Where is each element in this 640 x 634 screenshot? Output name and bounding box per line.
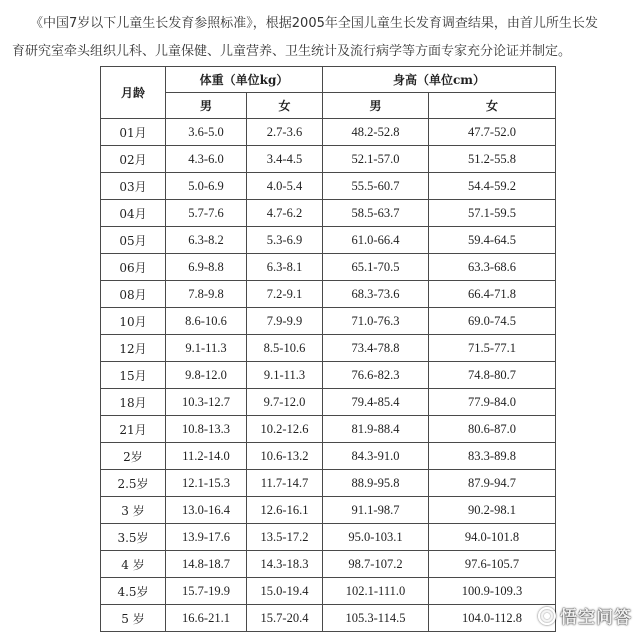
weight-male-header: 男 [166, 93, 247, 119]
table-row [101, 227, 556, 254]
weight-male-cell: 10.3-12.7 [166, 389, 247, 416]
height-male-cell: 65.1-70.5 [323, 254, 429, 281]
height-female-header: 女 [429, 93, 556, 119]
weight-female-cell: 10.2-12.6 [247, 416, 323, 443]
height-male-cell: 76.6-82.3 [323, 362, 429, 389]
weight-female-cell: 9.1-11.3 [247, 362, 323, 389]
wukong-logo-icon [538, 607, 556, 625]
age-cell: 3.5岁 [101, 524, 166, 551]
age-column-header: 月龄 [101, 67, 166, 119]
weight-male-cell: 9.8-12.0 [166, 362, 247, 389]
height-male-cell: 98.7-107.2 [323, 551, 429, 578]
table-row [101, 362, 556, 389]
height-female-cell: 63.3-68.6 [429, 254, 556, 281]
table-row [101, 497, 556, 524]
height-male-header: 男 [323, 93, 429, 119]
height-male-cell: 91.1-98.7 [323, 497, 429, 524]
weight-female-cell: 7.9-9.9 [247, 308, 323, 335]
weight-female-cell: 10.6-13.2 [247, 443, 323, 470]
weight-female-cell: 2.7-3.6 [247, 119, 323, 146]
height-male-cell: 68.3-73.6 [323, 281, 429, 308]
weight-male-cell: 13.9-17.6 [166, 524, 247, 551]
age-cell: 4.5岁 [101, 578, 166, 605]
weight-male-cell: 16.6-21.1 [166, 605, 247, 632]
age-cell: 21月 [101, 416, 166, 443]
height-female-cell: 66.4-71.8 [429, 281, 556, 308]
table-row [101, 173, 556, 200]
age-cell: 04月 [101, 200, 166, 227]
weight-male-cell: 15.7-19.9 [166, 578, 247, 605]
table-row [101, 416, 556, 443]
table-body [101, 119, 556, 632]
height-female-cell: 74.8-80.7 [429, 362, 556, 389]
height-male-cell: 71.0-76.3 [323, 308, 429, 335]
weight-male-cell: 10.8-13.3 [166, 416, 247, 443]
height-female-cell: 47.7-52.0 [429, 119, 556, 146]
age-cell: 10月 [101, 308, 166, 335]
weight-male-cell: 13.0-16.4 [166, 497, 247, 524]
age-cell: 03月 [101, 173, 166, 200]
table-row [101, 551, 556, 578]
age-cell: 3 岁 [101, 497, 166, 524]
height-female-cell: 87.9-94.7 [429, 470, 556, 497]
weight-female-cell: 8.5-10.6 [247, 335, 323, 362]
weight-female-cell: 11.7-14.7 [247, 470, 323, 497]
height-male-cell: 48.2-52.8 [323, 119, 429, 146]
weight-male-cell: 5.0-6.9 [166, 173, 247, 200]
weight-female-cell: 3.4-4.5 [247, 146, 323, 173]
height-female-cell: 104.0-112.8 [429, 605, 556, 632]
height-male-cell: 105.3-114.5 [323, 605, 429, 632]
table-row [101, 119, 556, 146]
weight-male-cell: 11.2-14.0 [166, 443, 247, 470]
height-male-cell: 88.9-95.8 [323, 470, 429, 497]
height-male-cell: 58.5-63.7 [323, 200, 429, 227]
height-male-cell: 73.4-78.8 [323, 335, 429, 362]
age-cell: 4 岁 [101, 551, 166, 578]
height-male-cell: 79.4-85.4 [323, 389, 429, 416]
weight-female-cell: 15.7-20.4 [247, 605, 323, 632]
height-male-cell: 52.1-57.0 [323, 146, 429, 173]
weight-male-cell: 9.1-11.3 [166, 335, 247, 362]
age-cell: 06月 [101, 254, 166, 281]
header-row-sex [101, 93, 556, 119]
weight-female-cell: 6.3-8.1 [247, 254, 323, 281]
table-row [101, 335, 556, 362]
weight-female-cell: 13.5-17.2 [247, 524, 323, 551]
table-header [101, 67, 556, 119]
weight-female-cell: 12.6-16.1 [247, 497, 323, 524]
weight-female-cell: 4.0-5.4 [247, 173, 323, 200]
height-male-cell: 61.0-66.4 [323, 227, 429, 254]
header-row-groups [101, 67, 556, 93]
weight-male-cell: 6.3-8.2 [166, 227, 247, 254]
age-cell: 01月 [101, 119, 166, 146]
height-female-cell: 90.2-98.1 [429, 497, 556, 524]
table-row [101, 524, 556, 551]
table-row [101, 146, 556, 173]
weight-female-cell: 4.7-6.2 [247, 200, 323, 227]
age-cell: 05月 [101, 227, 166, 254]
height-male-cell: 95.0-103.1 [323, 524, 429, 551]
weight-male-cell: 12.1-15.3 [166, 470, 247, 497]
age-cell: 18月 [101, 389, 166, 416]
weight-male-cell: 7.8-9.8 [166, 281, 247, 308]
height-column-header: 身高（单位cm） [323, 67, 556, 93]
weight-male-cell: 3.6-5.0 [166, 119, 247, 146]
intro-line-1: 《中国7岁以下儿童生长发育参照标准》，根据2005年全国儿童生长发育调查结果，由首儿所生长发 [30, 16, 598, 31]
height-female-cell: 100.9-109.3 [429, 578, 556, 605]
table-row [101, 389, 556, 416]
height-female-cell: 71.5-77.1 [429, 335, 556, 362]
watermark [538, 603, 632, 628]
height-female-cell: 69.0-74.5 [429, 308, 556, 335]
height-male-cell: 81.9-88.4 [323, 416, 429, 443]
table-row [101, 281, 556, 308]
weight-male-cell: 8.6-10.6 [166, 308, 247, 335]
height-female-cell: 59.4-64.5 [429, 227, 556, 254]
weight-female-cell: 9.7-12.0 [247, 389, 323, 416]
weight-female-cell: 15.0-19.4 [247, 578, 323, 605]
age-cell: 15月 [101, 362, 166, 389]
table-row [101, 200, 556, 227]
weight-male-cell: 6.9-8.8 [166, 254, 247, 281]
weight-female-cell: 14.3-18.3 [247, 551, 323, 578]
age-cell: 2.5岁 [101, 470, 166, 497]
weight-female-cell: 5.3-6.9 [247, 227, 323, 254]
growth-standard-table [100, 66, 556, 632]
intro-paragraph [0, 10, 640, 66]
height-female-cell: 51.2-55.8 [429, 146, 556, 173]
age-cell: 02月 [101, 146, 166, 173]
height-female-cell: 57.1-59.5 [429, 200, 556, 227]
intro-line-2: 育研究室牵头组织儿科、儿童保健、儿童营养、卫生统计及流行病学等方面专家充分论证并制定。 [12, 44, 572, 59]
height-female-cell: 80.6-87.0 [429, 416, 556, 443]
weight-male-cell: 14.8-18.7 [166, 551, 247, 578]
height-male-cell: 84.3-91.0 [323, 443, 429, 470]
height-female-cell: 97.6-105.7 [429, 551, 556, 578]
age-cell: 2岁 [101, 443, 166, 470]
height-male-cell: 55.5-60.7 [323, 173, 429, 200]
weight-column-header: 体重（单位kg） [166, 67, 323, 93]
height-female-cell: 94.0-101.8 [429, 524, 556, 551]
weight-male-cell: 5.7-7.6 [166, 200, 247, 227]
height-male-cell: 102.1-111.0 [323, 578, 429, 605]
weight-female-cell: 7.2-9.1 [247, 281, 323, 308]
height-female-cell: 54.4-59.2 [429, 173, 556, 200]
table-row [101, 605, 556, 632]
height-female-cell: 83.3-89.8 [429, 443, 556, 470]
weight-male-cell: 4.3-6.0 [166, 146, 247, 173]
table-row [101, 308, 556, 335]
age-cell: 5 岁 [101, 605, 166, 632]
table-row [101, 254, 556, 281]
table-row [101, 470, 556, 497]
weight-female-header: 女 [247, 93, 323, 119]
age-cell: 08月 [101, 281, 166, 308]
height-female-cell: 77.9-84.0 [429, 389, 556, 416]
table-row [101, 578, 556, 605]
table-row [101, 443, 556, 470]
watermark-text: 悟空问答 [560, 608, 632, 628]
age-cell: 12月 [101, 335, 166, 362]
